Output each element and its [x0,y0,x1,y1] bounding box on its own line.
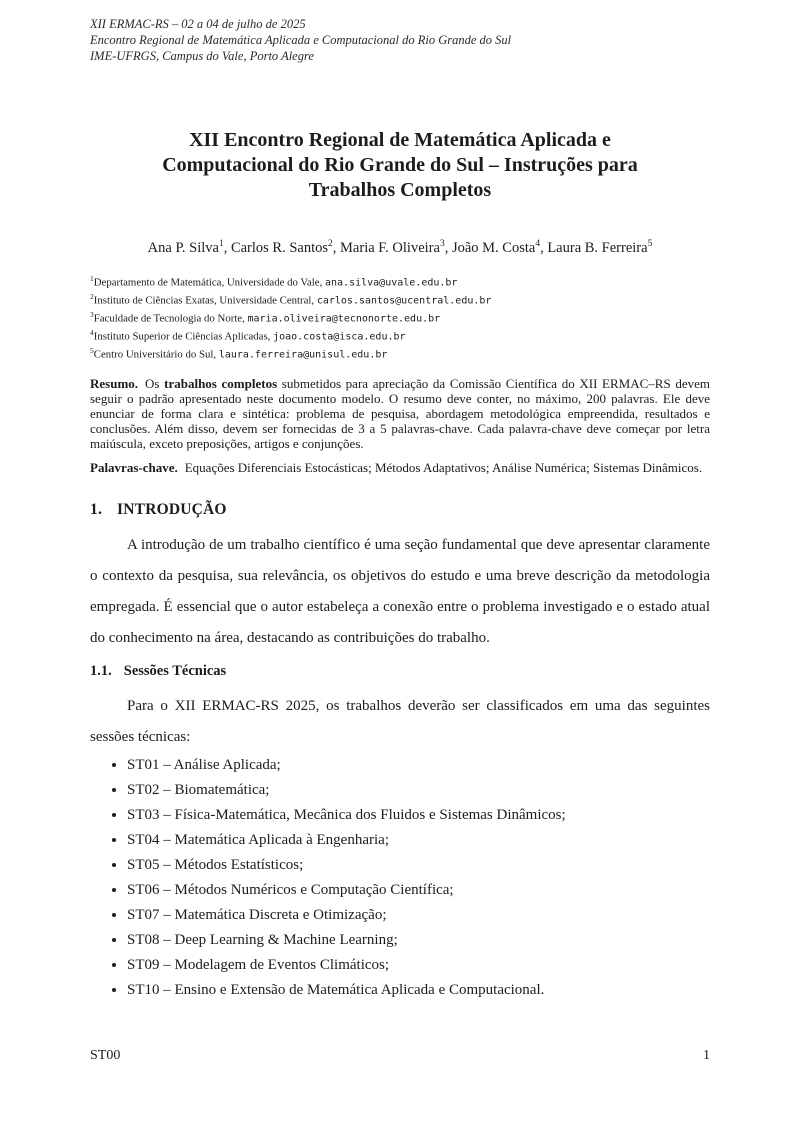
list-item: • ST07 – Matemática Discreta e Otimização; [127,906,710,924]
affiliation [90,326,710,344]
technical-sessions-paragraph: Para o XII ERMAC-RS 2025, os trabalhos deverão ser classificados em uma das seguintes sessões técnicas: [90,697,710,745]
author-separator: , [444,239,452,256]
authors-line [90,239,710,257]
list-item: • ST09 – Modelagem de Eventos Climáticos; [127,956,710,974]
affiliation-number: 4 [90,328,94,338]
subsection-number: 1.1. [90,662,112,679]
author-separator: , [223,239,231,256]
list-item: • ST08 – Deep Learning & Machine Learning; [127,931,710,949]
list-item: • ST06 – Métodos Numéricos e Computação Científica; [127,881,710,899]
affiliation-number: 3 [90,310,94,320]
affiliation-email: joao.costa@isca.edu.br [273,331,406,343]
affiliation-text: Instituto Superior de Ciências Aplicadas, [93,330,274,343]
running-header-line2: Encontro Regional de Matemática Aplicada e Computacional do Rio Grande do Sul [90,33,512,47]
abstract [90,376,710,451]
keywords [90,460,710,476]
technical-sessions-list [90,756,710,999]
affiliation-email: ana.silva@uvale.edu.br [325,277,458,289]
author [340,240,452,256]
affiliation-text: Centro Universitário do Sul, [93,348,219,361]
running-header-line1: XII ERMAC-RS – 02 a 04 de julho de 2025 [90,17,306,31]
author-name: João M. Costa [451,239,536,256]
abstract-label: Resumo. [90,376,139,392]
affiliation-number: 5 [90,346,94,356]
affiliation [90,308,710,326]
affiliation-text: Departamento de Matemática, Universidade do Vale, [93,276,325,289]
page-number: 1 [703,1048,710,1063]
affiliation-email: carlos.santos@ucentral.edu.br [316,295,492,307]
affiliation-email: laura.ferreira@unisul.edu.br [218,349,388,361]
page-footer [90,1048,710,1064]
affiliation [90,290,710,308]
list-item: • ST02 – Biomatemática; [127,781,710,799]
author-name: Carlos R. Santos [230,239,329,256]
affiliation-number: 2 [90,291,94,301]
running-header-line3: IME-UFRGS, Campus do Vale, Porto Alegre [90,49,314,63]
author-name: Maria F. Oliveira [340,239,440,256]
author [547,240,652,256]
paper-title: XII Encontro Regional de Matemática Aplicada e Computacional do Rio Grande do Sul – Instruções para Trabalhos Completos [162,129,638,201]
author-affiliation-ref: 4 [535,239,541,249]
section-1-heading [90,501,710,519]
abstract-text: submetidos para apreciação da Comissão Científica do XII ERMAC–RS devem seguir o padrão apresentado neste documento modelo. O resumo deve conter, no máximo, 200 palavras. Ele deve enunciar de forma clara e sintética: problema de pesquisa, abordagem metodológica empreendida, resultados e conclusões. Além disso, devem ser fornecidas de 3 a 5 palavras-chave. Cada palavra-chave deve começar por letra maiúscula, exceto preposições, artigos e conjunções. [90,376,710,452]
affiliations-block [90,272,710,362]
keywords-text: Equações Diferenciais Estocásticas; Métodos Adaptativos; Análise Numérica; Sistemas Dinâmicos. [184,460,703,476]
author-name: Ana P. Silva [147,239,219,256]
list-item: • ST04 – Matemática Aplicada à Engenharia; [127,831,710,849]
affiliation-number: 1 [90,273,94,283]
author [148,240,231,256]
introduction-paragraph: A introdução de um trabalho científico é uma seção fundamental que deve apresentar claramente o contexto da pesquisa, sua relevância, os objetivos do estudo e uma breve descrição da metodologia empregada. É essencial que o autor estabeleça a conexão entre o problema investigado e o estado atual do conhecimento na área, destacando as contribuições do trabalho. [90,536,710,646]
author-affiliation-ref: 3 [439,239,445,249]
abstract-lead: Os [145,376,160,392]
author-affiliation-ref: 5 [647,239,653,249]
author-separator: , [332,239,341,256]
affiliation-email: maria.oliveira@tecnonorte.edu.br [247,313,441,325]
author [231,240,340,256]
author-affiliation-ref: 1 [218,239,224,249]
footer-session-code: ST00 [90,1048,121,1063]
author-affiliation-ref: 2 [328,239,333,249]
section-number: 1. [90,500,103,518]
subsection-title: Sessões Técnicas [123,662,227,679]
running-header [90,16,710,64]
affiliation [90,344,710,362]
list-item: • ST10 – Ensino e Extensão de Matemática Aplicada e Computacional. [127,981,710,999]
author-separator: , [540,239,548,256]
list-item: • ST01 – Análise Aplicada; [127,756,710,774]
author-name: Laura B. Ferreira [547,239,648,256]
affiliation [90,272,710,290]
affiliation-text: Instituto de Ciências Exatas, Universidade Central, [93,294,317,307]
affiliation-text: Faculdade de Tecnologia do Norte, [93,312,248,325]
keywords-label: Palavras-chave. [90,460,178,476]
section-title: INTRODUÇÃO [117,500,227,518]
author [452,240,547,256]
abstract-bold-term: trabalhos completos [164,376,278,392]
section-1-1-heading [90,663,710,680]
list-item: • ST03 – Física-Matemática, Mecânica dos Fluidos e Sistemas Dinâmicos; [127,806,710,824]
list-item: • ST05 – Métodos Estatísticos; [127,856,710,874]
